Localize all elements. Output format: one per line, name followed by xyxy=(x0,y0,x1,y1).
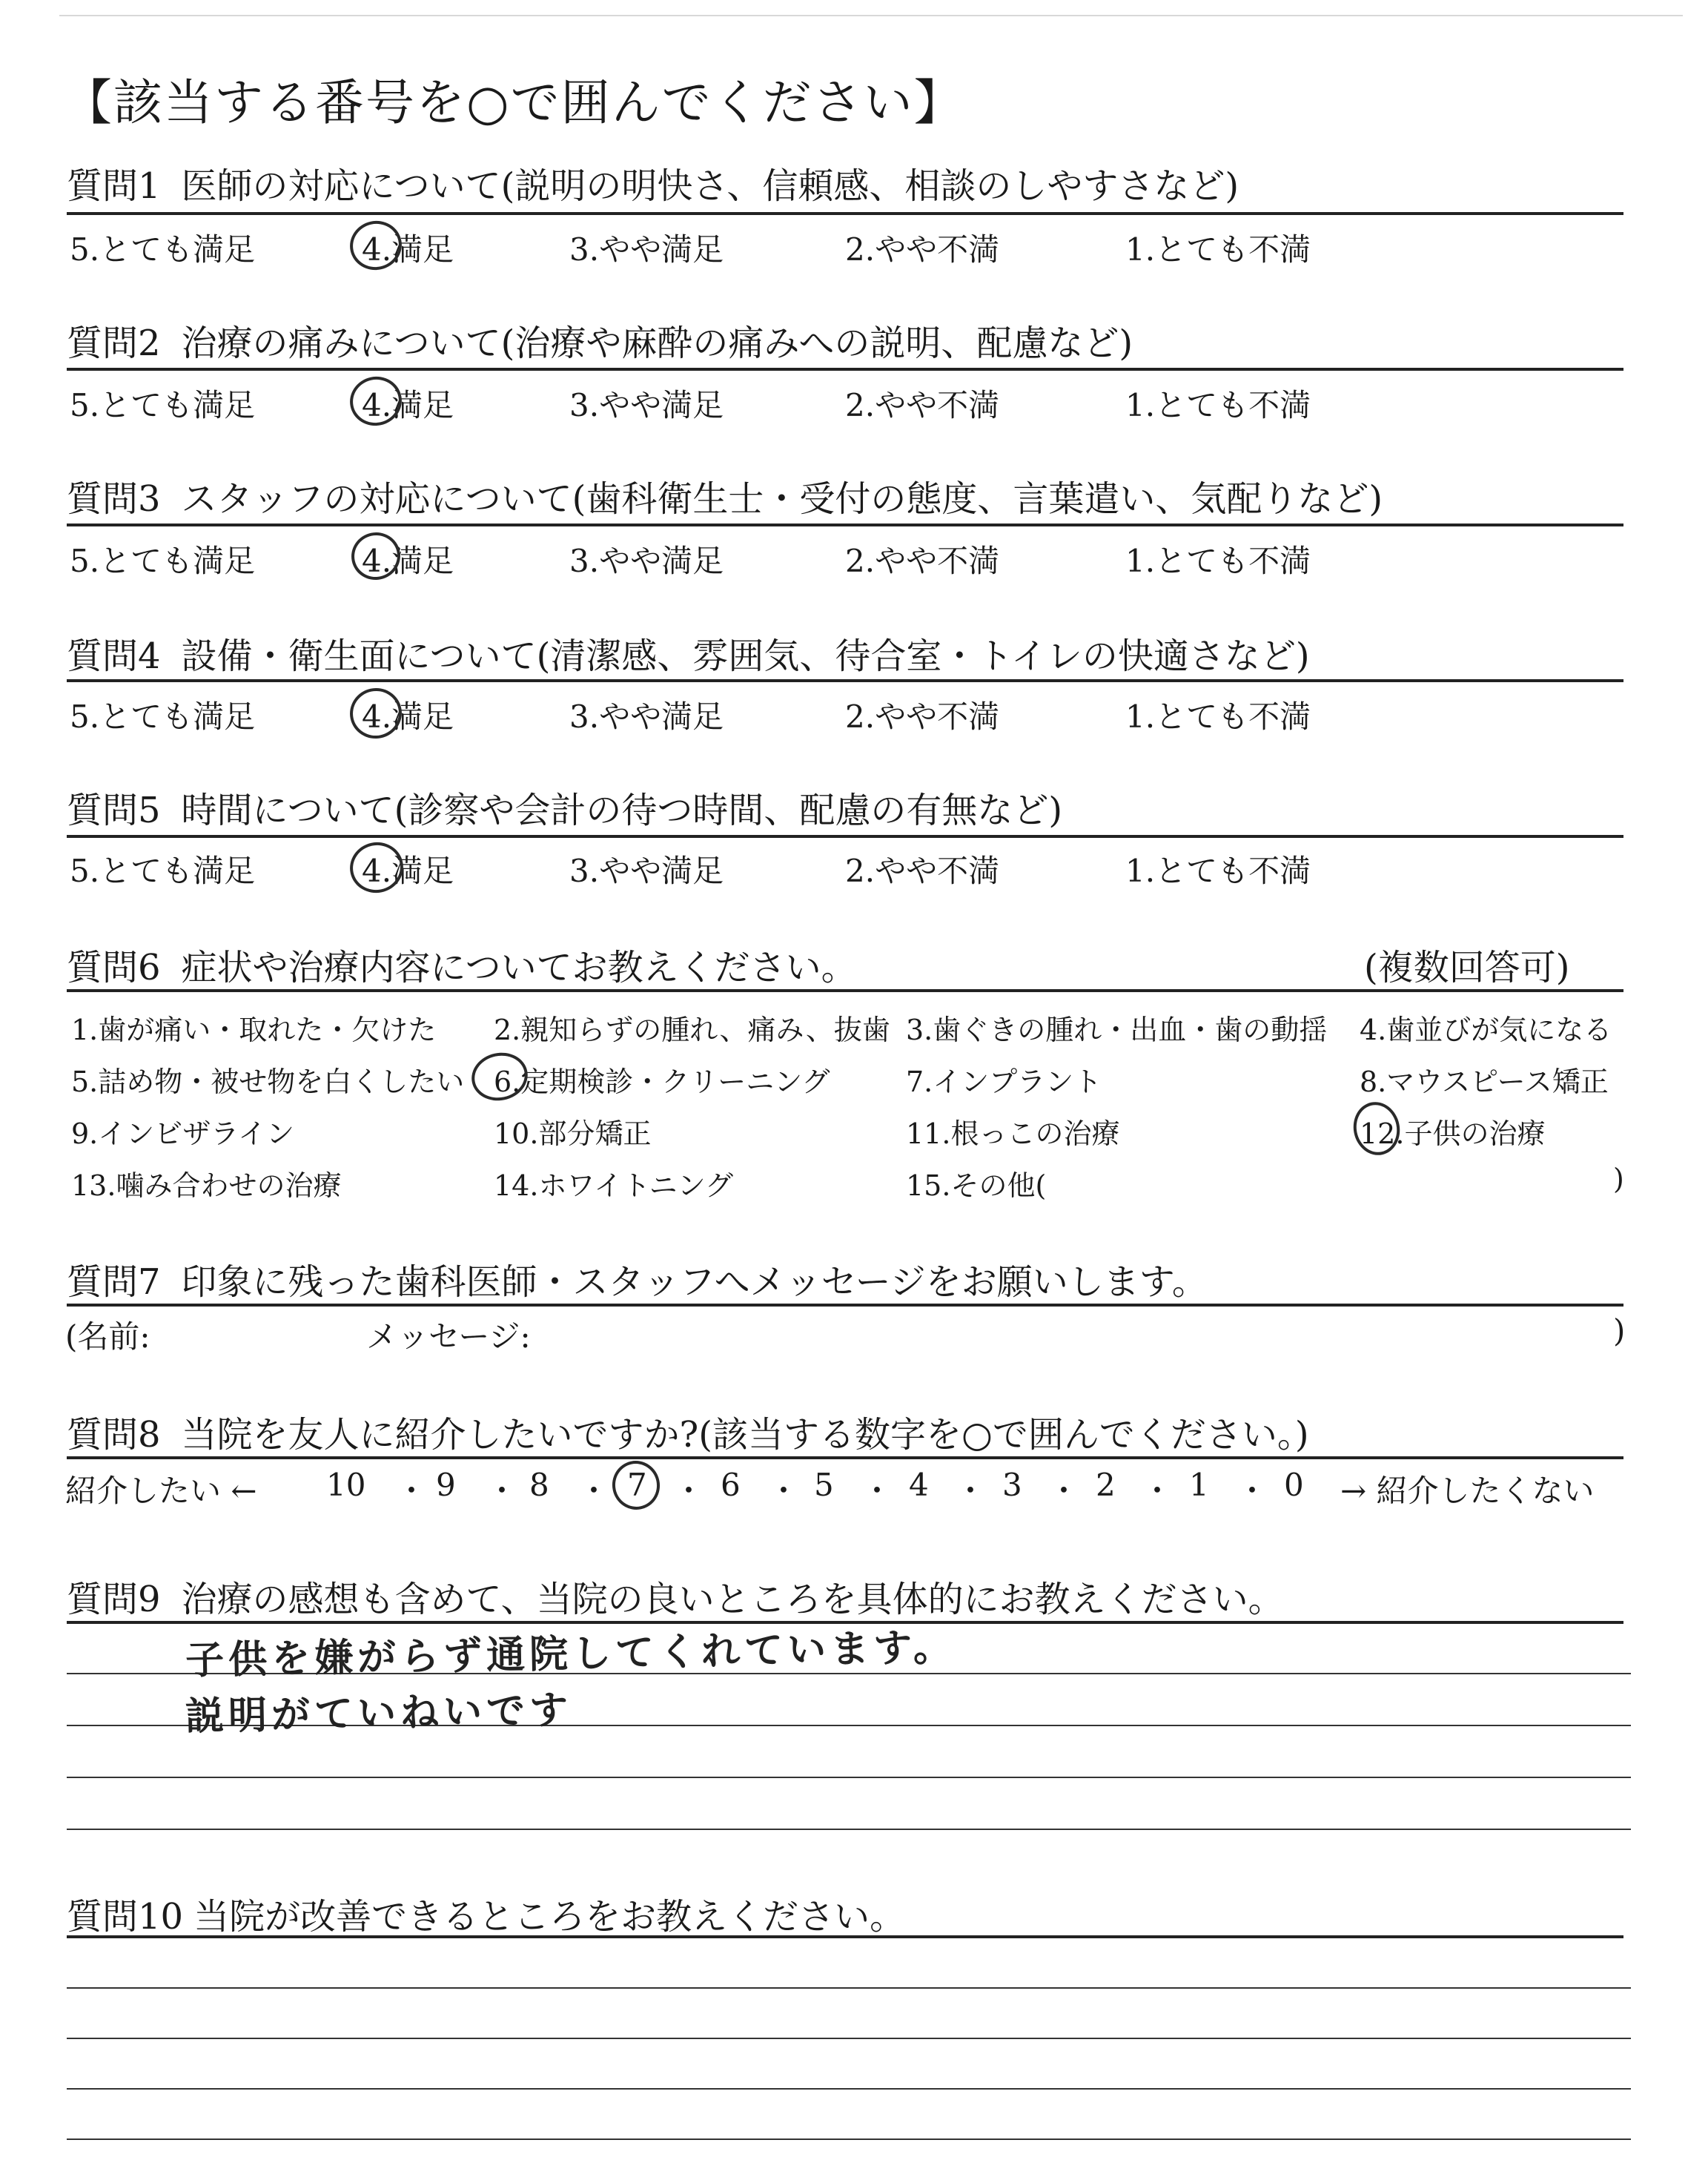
question-text: 当院を友人に紹介したいですか?(該当する数字を○で囲んでください。) xyxy=(181,1414,1309,1456)
question-6-rule xyxy=(67,989,1623,992)
message-label: メッセージ: xyxy=(366,1318,531,1355)
score-8[interactable]: 8 xyxy=(529,1467,549,1503)
q3-option-5[interactable]: 5.とても満足 xyxy=(70,543,256,579)
question-2-title xyxy=(67,314,1133,366)
score-10[interactable]: 10 xyxy=(326,1467,366,1503)
q3-option-1[interactable]: 1.とても不満 xyxy=(1125,543,1311,579)
q6-option-6[interactable]: 6.定期検診・クリーニング xyxy=(494,1066,830,1098)
question-text: 症状や治療内容についてお教えください。 xyxy=(181,947,857,988)
question-number: 質問6 xyxy=(67,947,161,988)
selection-circle xyxy=(608,1456,664,1514)
handwritten-answer-line-2: 説明がていねいです xyxy=(185,1688,573,1740)
question-number: 質問10 xyxy=(67,1896,184,1938)
q3-option-3[interactable]: 3.やや満足 xyxy=(569,543,724,579)
q2-option-2[interactable]: 2.やや不満 xyxy=(845,387,1000,423)
score-dot: ・ xyxy=(768,1473,800,1509)
score-dot: ・ xyxy=(861,1473,893,1509)
question-number: 質問4 xyxy=(67,635,161,677)
q4-option-3[interactable]: 3.やや満足 xyxy=(569,698,724,735)
question-text: 治療の感想も含めて、当院の良いところを具体的にお教えください。 xyxy=(181,1579,1284,1620)
q3-option-4[interactable]: 4.満足 xyxy=(362,543,454,579)
name-label: (名前: xyxy=(65,1318,150,1355)
question-2-rule xyxy=(67,368,1623,371)
answer-line xyxy=(67,2038,1631,2039)
multiple-answers-note: (複数回答可) xyxy=(1364,947,1570,988)
q6-option-10[interactable]: 10.部分矯正 xyxy=(494,1117,652,1150)
q6-option-7[interactable]: 7.インプラント xyxy=(906,1066,1102,1098)
score-6[interactable]: 6 xyxy=(721,1467,741,1503)
q5-option-4[interactable]: 4.満足 xyxy=(362,853,454,889)
q5-option-1[interactable]: 1.とても不満 xyxy=(1125,853,1311,889)
question-5-rule xyxy=(67,835,1623,838)
score-dot: ・ xyxy=(955,1473,987,1509)
score-dot: ・ xyxy=(1142,1473,1174,1509)
q5-option-5[interactable]: 5.とても満足 xyxy=(70,853,256,889)
answer-line xyxy=(67,1987,1631,1989)
q1-option-3[interactable]: 3.やや満足 xyxy=(569,231,724,268)
q6-option-2[interactable]: 2.親知らずの腫れ、痛み、抜歯 xyxy=(494,1014,890,1046)
q1-option-4[interactable]: 4.満足 xyxy=(362,231,454,268)
question-number: 質問2 xyxy=(67,323,161,364)
answer-line xyxy=(67,2138,1631,2140)
question-4-rule xyxy=(67,679,1623,682)
score-dot: ・ xyxy=(486,1473,518,1509)
q6-option-5[interactable]: 5.詰め物・被せ物を白くしたい xyxy=(71,1066,465,1098)
message-close-paren: ) xyxy=(1613,1312,1626,1349)
q4-option-5[interactable]: 5.とても満足 xyxy=(70,698,256,735)
answer-line xyxy=(67,1829,1631,1830)
recommend-right-label: → 紹介したくない xyxy=(1340,1473,1595,1509)
question-number: 質問5 xyxy=(67,790,161,831)
recommend-left-label: 紹介したい ← xyxy=(65,1473,257,1509)
score-dot: ・ xyxy=(1237,1473,1268,1509)
question-text: 印象に残った歯科医師・スタッフへメッセージをお願いします。 xyxy=(181,1261,1208,1303)
question-5-title xyxy=(67,782,1062,833)
q2-option-4[interactable]: 4.満足 xyxy=(362,387,454,423)
question-number: 質問1 xyxy=(67,165,161,207)
q3-option-2[interactable]: 2.やや不満 xyxy=(845,543,1000,579)
question-number: 質問3 xyxy=(67,478,161,520)
q2-option-3[interactable]: 3.やや満足 xyxy=(569,387,724,423)
q6-option-12[interactable]: 12.子供の治療 xyxy=(1360,1117,1546,1150)
question-3-rule xyxy=(67,524,1623,526)
q4-option-1[interactable]: 1.とても不満 xyxy=(1125,698,1311,735)
score-dot: ・ xyxy=(396,1473,428,1509)
score-9[interactable]: 9 xyxy=(436,1467,456,1503)
q6-option-11[interactable]: 11.根っこの治療 xyxy=(906,1117,1120,1150)
q6-option-8[interactable]: 8.マウスピース矯正 xyxy=(1360,1066,1609,1098)
q6-option-14[interactable]: 14.ホワイトニング xyxy=(494,1169,734,1202)
handwritten-answer-line-1: 子供を嫌がらず通院してくれています。 xyxy=(185,1625,957,1684)
question-9-title xyxy=(67,1571,1284,1622)
q6-option-1[interactable]: 1.歯が痛い・取れた・欠けた xyxy=(71,1014,437,1046)
question-10-title xyxy=(67,1888,905,1939)
q6-option-4[interactable]: 4.歯並びが気になる xyxy=(1360,1014,1612,1046)
q5-option-2[interactable]: 2.やや不満 xyxy=(845,853,1000,889)
question-7-rule xyxy=(67,1304,1623,1307)
question-number: 質問9 xyxy=(67,1579,161,1620)
q2-option-5[interactable]: 5.とても満足 xyxy=(70,387,256,423)
q4-option-2[interactable]: 2.やや不満 xyxy=(845,698,1000,735)
score-1[interactable]: 1 xyxy=(1189,1467,1209,1503)
question-text: 当院が改善できるところをお教えください。 xyxy=(193,1896,906,1938)
score-dot: ・ xyxy=(673,1473,705,1509)
top-border xyxy=(59,15,1683,16)
q2-option-1[interactable]: 1.とても不満 xyxy=(1125,387,1311,423)
question-1-rule xyxy=(67,212,1623,215)
score-4[interactable]: 4 xyxy=(909,1467,929,1503)
q5-option-3[interactable]: 3.やや満足 xyxy=(569,853,724,889)
question-text: 治療の痛みについて(治療や麻酔の痛みへの説明、配慮など) xyxy=(181,323,1133,364)
question-text: 時間について(診察や会計の待つ時間、配慮の有無など) xyxy=(181,790,1063,831)
q4-option-4[interactable]: 4.満足 xyxy=(362,698,454,735)
question-8-rule xyxy=(67,1456,1623,1459)
question-4-title xyxy=(67,627,1310,678)
q1-option-1[interactable]: 1.とても不満 xyxy=(1125,231,1311,268)
question-number: 質問7 xyxy=(67,1261,161,1303)
score-2[interactable]: 2 xyxy=(1096,1467,1116,1503)
q1-option-5[interactable]: 5.とても満足 xyxy=(70,231,256,268)
question-number: 質問8 xyxy=(67,1414,161,1456)
question-text: 設備・衛生面について(清潔感、雰囲気、待合室・トイレの快適さなど) xyxy=(181,635,1310,677)
question-7-title xyxy=(67,1253,1208,1304)
answer-line xyxy=(67,1777,1631,1778)
q6-option-9[interactable]: 9.インビザライン xyxy=(71,1117,295,1150)
question-8-title xyxy=(67,1406,1309,1457)
q1-option-2[interactable]: 2.やや不満 xyxy=(845,231,1000,268)
page-heading: 【該当する番号を○で囲んでください】 xyxy=(63,74,964,131)
question-text: 医師の対応について(説明の明快さ、信頼感、相談のしやすさなど) xyxy=(181,165,1239,207)
score-0[interactable]: 0 xyxy=(1284,1467,1304,1503)
score-7[interactable]: 7 xyxy=(627,1467,647,1503)
question-1-title xyxy=(67,157,1239,208)
question-3-title xyxy=(67,470,1383,521)
question-10-rule xyxy=(67,1935,1623,1938)
answer-line xyxy=(67,2088,1631,2090)
q6-other-close-paren: ) xyxy=(1613,1163,1624,1195)
question-text: スタッフの対応について(歯科衛生士・受付の態度、言葉遣い、気配りなど) xyxy=(181,478,1383,520)
score-3[interactable]: 3 xyxy=(1002,1467,1022,1503)
q6-option-15[interactable]: 15.その他( xyxy=(906,1169,1047,1202)
q6-option-3[interactable]: 3.歯ぐきの腫れ・出血・歯の動揺 xyxy=(906,1014,1328,1046)
score-5[interactable]: 5 xyxy=(814,1467,834,1503)
score-dot: ・ xyxy=(578,1473,610,1509)
q6-option-13[interactable]: 13.噛み合わせの治療 xyxy=(71,1169,342,1202)
question-6-title xyxy=(67,939,857,990)
score-dot: ・ xyxy=(1048,1473,1080,1509)
